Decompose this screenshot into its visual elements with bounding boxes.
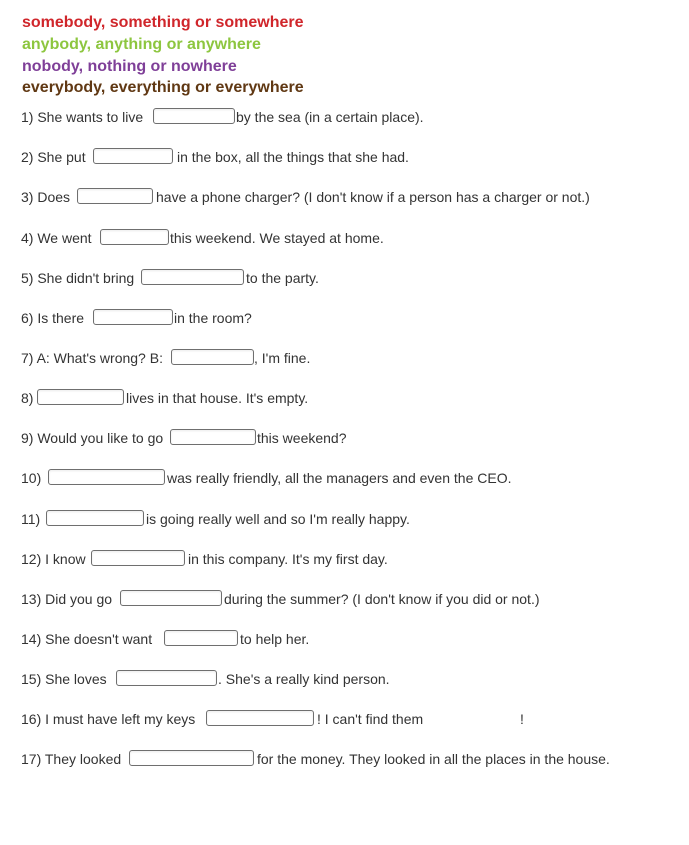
question-text-after: during the summer? (I don't know if you did or not.) — [224, 591, 540, 607]
heading-anybody: anybody, anything or anywhere — [22, 36, 261, 53]
question-text-after: is going really well and so I'm really happy. — [146, 511, 410, 527]
question-text-before: 9) Would you like to go — [21, 430, 164, 446]
answer-input-2[interactable] — [93, 148, 173, 164]
answer-input-17[interactable] — [129, 750, 254, 766]
answer-input-7[interactable] — [171, 349, 254, 365]
question-text-after: this weekend? — [257, 430, 347, 446]
question-text-after: this weekend. We stayed at home. — [170, 230, 384, 246]
question-text-before: 12) I know — [21, 551, 86, 567]
question-text-after: to the party. — [246, 270, 319, 286]
answer-input-15[interactable] — [116, 670, 217, 686]
question-text-after: for the money. They looked in all the places in the house. — [257, 751, 610, 767]
question-text-after: by the sea (in a certain place). — [236, 109, 424, 125]
question-text-before: 8) — [21, 390, 34, 406]
answer-input-16[interactable] — [206, 710, 314, 726]
question-text-after: in the room? — [174, 310, 252, 326]
answer-input-6[interactable] — [93, 309, 173, 325]
question-text-before: 2) She put — [21, 149, 86, 165]
question-text-before: 10) — [21, 470, 42, 486]
answer-input-12[interactable] — [91, 550, 185, 566]
question-text-before: 1) She wants to live — [21, 109, 144, 125]
question-text-before: 16) I must have left my keys — [21, 711, 196, 727]
question-text-before: 14) She doesn't want — [21, 631, 153, 647]
question-text-after: lives in that house. It's empty. — [126, 390, 309, 406]
answer-input-9[interactable] — [170, 429, 256, 445]
answer-input-3[interactable] — [77, 188, 153, 204]
question-text-after: was really friendly, all the managers and even the CEO. — [167, 470, 512, 486]
answer-input-11[interactable] — [46, 510, 144, 526]
answer-input-5[interactable] — [141, 269, 244, 285]
question-text-after: ! I can't find them — [317, 711, 424, 727]
question-text-after: , I'm fine. — [254, 350, 311, 366]
answer-input-10[interactable] — [48, 469, 165, 485]
heading-nobody: nobody, nothing or nowhere — [22, 58, 237, 75]
question-text-before: 11) — [21, 511, 41, 527]
question-text-before: 5) She didn't bring — [21, 270, 135, 286]
question-text-before: 17) They looked — [21, 751, 122, 767]
answer-input-4[interactable] — [100, 229, 169, 245]
question-text-tail: ! — [520, 711, 524, 727]
question-text-before: 4) We went — [21, 230, 92, 246]
question-text-before: 6) Is there — [21, 310, 85, 326]
question-text-before: 13) Did you go — [21, 591, 113, 607]
answer-input-1[interactable] — [153, 108, 235, 124]
heading-everybody: everybody, everything or everywhere — [22, 79, 304, 96]
answer-input-13[interactable] — [120, 590, 222, 606]
question-text-after: in the box, all the things that she had. — [177, 149, 409, 165]
question-text-before: 7) A: What's wrong? B: — [21, 350, 163, 366]
answer-input-8[interactable] — [37, 389, 124, 405]
question-text-after: to help her. — [240, 631, 310, 647]
question-text-before: 15) She loves — [21, 671, 107, 687]
answer-input-14[interactable] — [164, 630, 238, 646]
heading-somebody: somebody, something or somewhere — [22, 14, 304, 31]
question-text-after: in this company. It's my first day. — [188, 551, 388, 567]
question-text-after: . She's a really kind person. — [218, 671, 390, 687]
question-text-after: have a phone charger? (I don't know if a person has a charger or not.) — [156, 189, 590, 205]
question-text-before: 3) Does — [21, 189, 71, 205]
